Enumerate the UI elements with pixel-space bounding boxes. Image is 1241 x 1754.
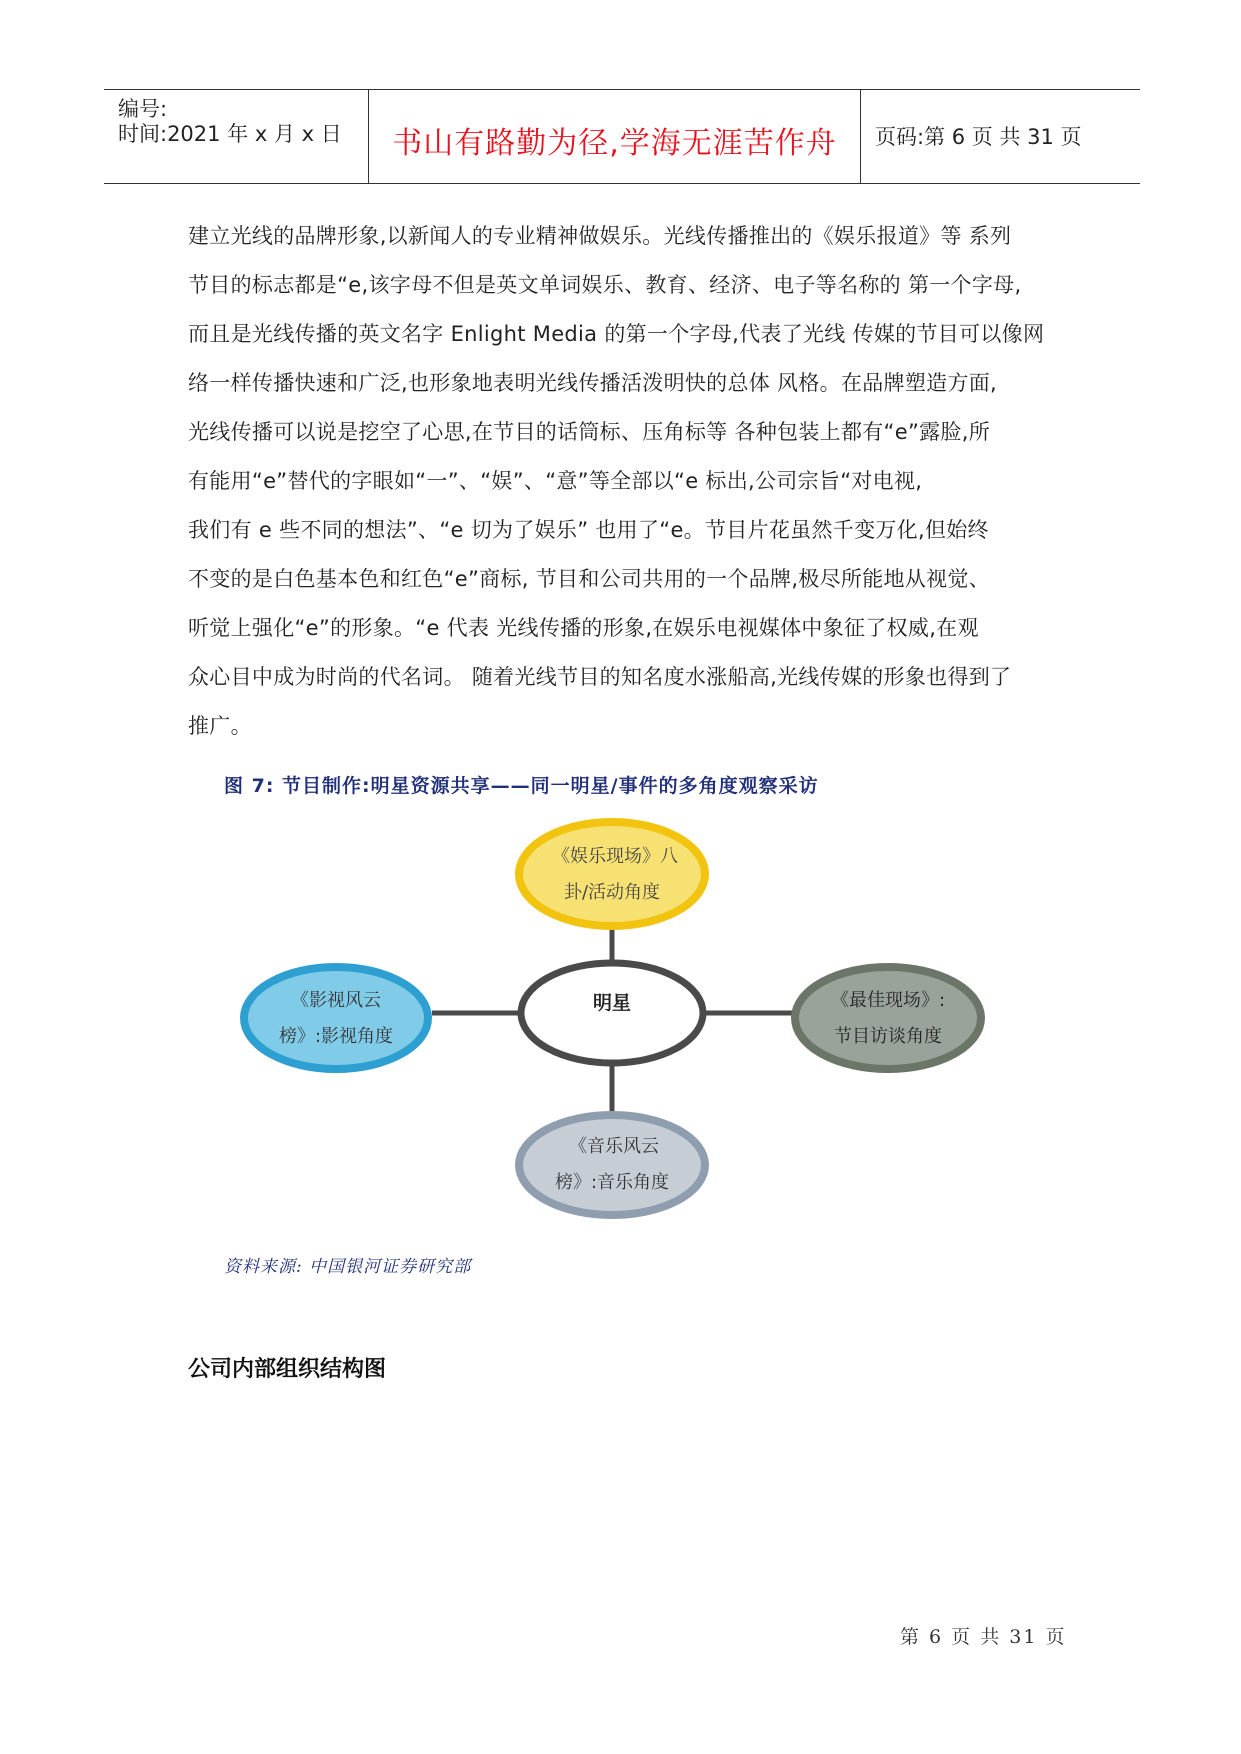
document-time-label: 时间:2021 年 x 月 x 日: [118, 122, 342, 146]
paragraph-line: 有能用“e”替代的字眼如“一”、“娱”、“意”等全部以“e 标出,公司宗旨“对电视,: [188, 469, 923, 493]
right-node-label-line1: 《最佳现场》:: [830, 990, 946, 1011]
document-number-label: 编号:: [118, 97, 168, 121]
figure-source: 资料来源: 中国银河证券研究部: [224, 1257, 472, 1277]
paragraph-line: 我们有 e 些不同的想法”、“e 切为了娱乐” 也用了“e。节目片花虽然千变万化,但始终: [188, 518, 989, 542]
paragraph-line: 不变的是白色基本色和红色“e”商标, 节目和公司共用的一个品牌,极尽所能地从视觉、: [188, 567, 991, 591]
bottom-node: [519, 1115, 705, 1215]
left-node: [244, 967, 428, 1069]
left-node-label-line2: 榜》:影视角度: [278, 1026, 394, 1047]
center-node-label: 明星: [592, 992, 632, 1014]
bottom-node-label-line1: 《音乐风云: [569, 1136, 659, 1157]
header-page-info: 页码:第 6 页 共 31 页: [875, 125, 1082, 149]
paragraph-line: 推广。: [188, 714, 252, 738]
right-node: [795, 967, 981, 1069]
paragraph-line: 众心目中成为时尚的代名词。 随着光线节目的知名度水涨船高,光线传媒的形象也得到了: [188, 665, 1012, 689]
page-footer: 第 6 页 共 31 页: [900, 1626, 1067, 1648]
top-node-label-line1: 《娱乐现场》八: [552, 846, 678, 867]
figure-caption: 图 7: 节目制作:明星资源共享——同一明星/事件的多角度观察采访: [224, 775, 819, 797]
left-node-label-line1: 《影视风云: [291, 990, 381, 1011]
section-heading: 公司内部组织结构图: [188, 1357, 387, 1382]
paragraph-line: 光线传播可以说是挖空了心思,在节目的话筒标、压角标等 各种包装上都有“e”露脸,所: [188, 420, 991, 444]
paragraph-line: 听觉上强化“e”的形象。“e 代表 光线传播的形象,在娱乐电视媒体中象征了权威,在观: [188, 616, 979, 640]
paragraph-line: 而且是光线传播的英文名字 Enlight Media 的第一个字母,代表了光线 传媒的节目可以像网: [188, 322, 1045, 346]
bottom-node-label-line2: 榜》:音乐角度: [554, 1172, 670, 1193]
paragraph-line: 建立光线的品牌形象,以新闻人的专业精神做娱乐。光线传播推出的《娱乐报道》等 系列: [188, 224, 1012, 248]
right-node-label-line2: 节目访谈角度: [834, 1026, 942, 1047]
paragraph-line: 节目的标志都是“e,该字母不但是英文单词娱乐、教育、经济、电子等名称的 第一个字母,: [188, 273, 1022, 297]
paragraph-line: 络一样传播快速和广泛,也形象地表明光线传播活泼明快的总体 风格。在品牌塑造方面,: [188, 371, 998, 395]
header-motto: 书山有路勤为径,学海无涯苦作舟: [392, 126, 837, 161]
top-node: [519, 822, 705, 926]
top-node-label-line2: 卦/活动角度: [563, 882, 661, 903]
